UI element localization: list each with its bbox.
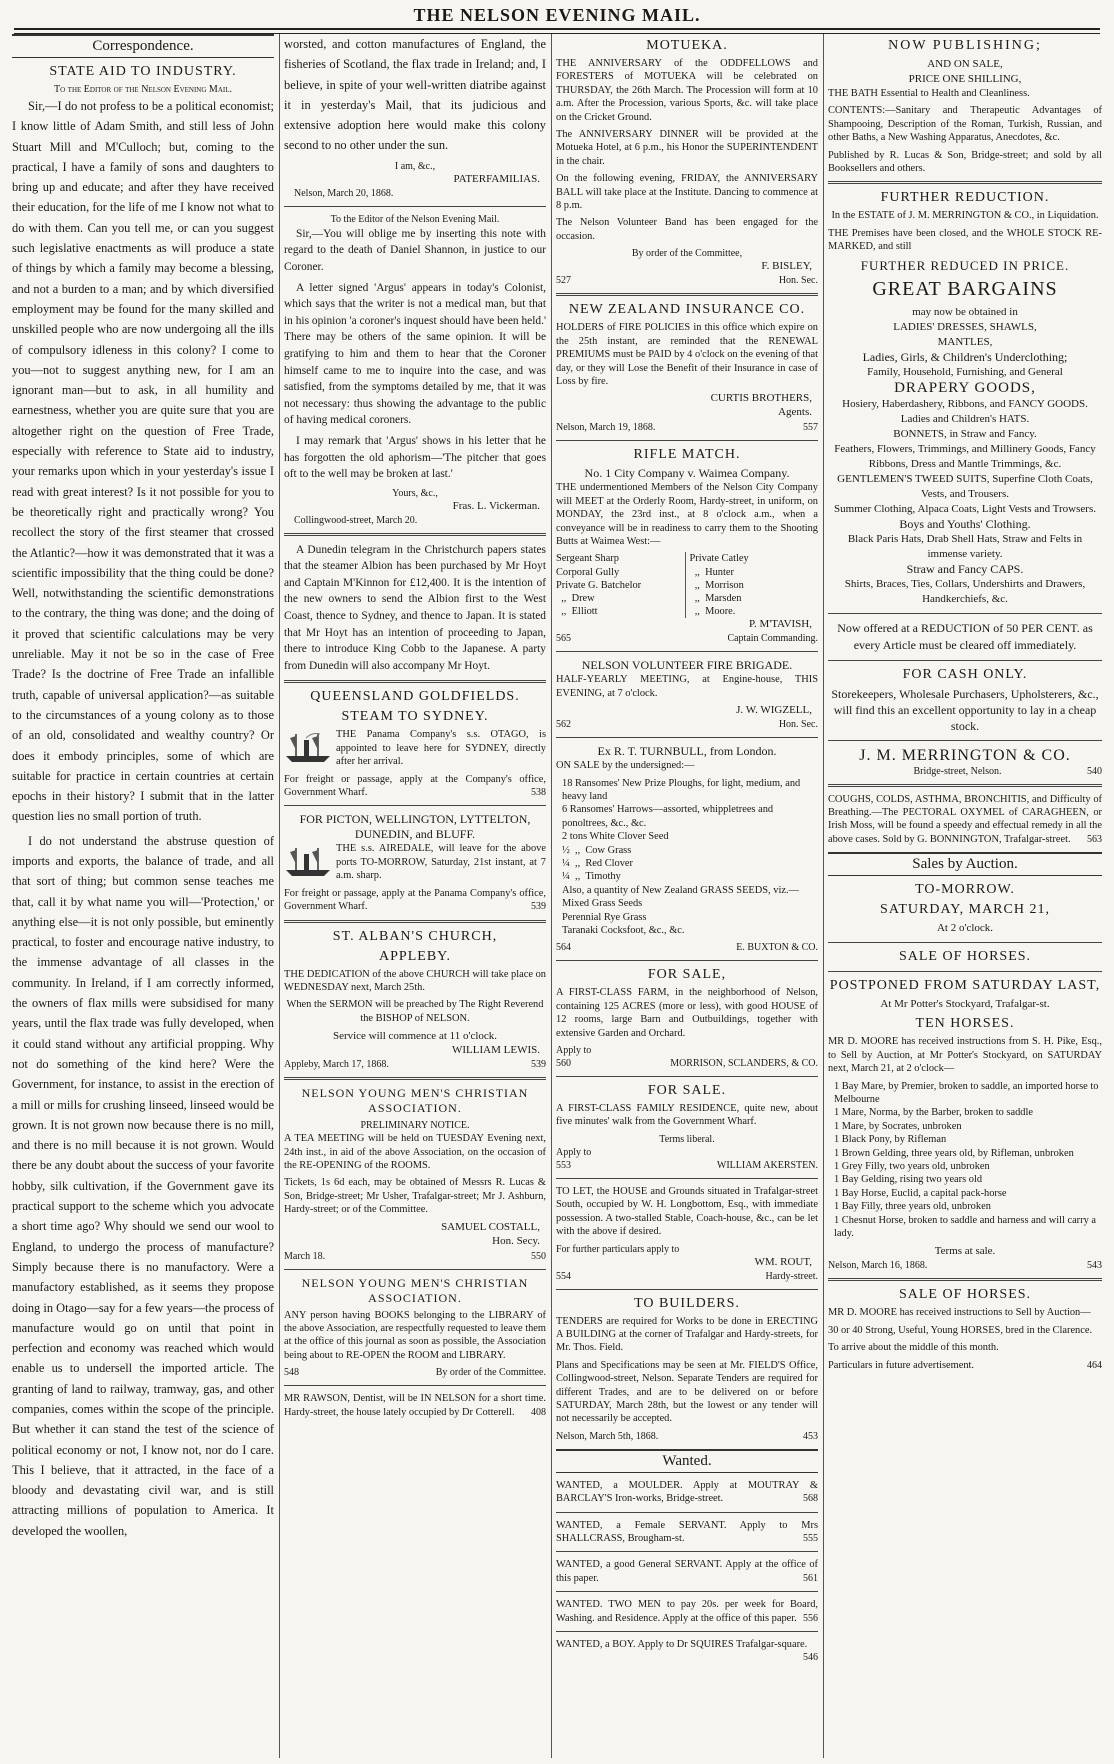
- ad-text: Particulars in future advertisement. 464: [828, 1359, 1102, 1371]
- ad-text: On the following evening, FRIDAY, the ANNIVERSARY BALL will take place at the Institute. Dancing to commence at 8 p.m.: [556, 173, 818, 212]
- signoff: Yours, &c.,: [392, 487, 438, 499]
- ad-text: Apply to: [556, 1045, 592, 1057]
- signature: J. W. WIGZELL,: [736, 704, 812, 717]
- ad-text: For further particulars apply to: [556, 1243, 680, 1255]
- list-item: 1 Mare, Norma, by the Barber, broken to saddle: [834, 1107, 1033, 1119]
- ad-subheading: APPLEBY.: [379, 948, 451, 964]
- signature: SAMUEL COSTALL,: [441, 1220, 540, 1233]
- ad-heading: NELSON YOUNG MEN'S CHRISTIAN ASSOCIATION.: [301, 1275, 529, 1305]
- ad-anniversary: [556, 57, 818, 287]
- divider: [556, 1289, 818, 1290]
- ad-residence: [556, 1102, 818, 1172]
- news-item: A Dunedin telegram in the Christchurch papers states that the steamer Albion has been purchased by Mr Hoyt and Captain M'Kinnon for £12,400. It is the intention of the new owners to send the Albion first to the West Coast, thence to Sydney, and thence to Japan. It is stated that Mr Hoyt has an intention of proceeding to Japan, there to introduce King Cobb to the Japanese. A party from Dunedin will also accompany Mr Hoyt.: [284, 543, 546, 672]
- ad-display-text: GREAT BARGAINS: [872, 277, 1058, 300]
- steamship-icon: [284, 844, 332, 878]
- divider: [828, 660, 1102, 661]
- article-title: STATE AID TO INDUSTRY.: [49, 64, 237, 79]
- divider: [556, 1551, 818, 1552]
- letter-continuation: worsted, and cotton manufactures of England, the fisheries of Scotland, the flax trade in Ireland; and, I believe, in spite of your well-written diatribe against it in yesterday's Mail, that its judicious and extensive adoption here would make this colony second to no other under the sun.: [284, 37, 546, 153]
- ad-text: 30 or 40 Strong, Useful, Young HORSES, bred in the Clarence.: [828, 1324, 1093, 1336]
- ad-text: Terms at sale.: [934, 1245, 996, 1258]
- ad-number: 464: [1087, 1359, 1102, 1371]
- signature: Fras. L. Vickerman.: [452, 499, 540, 512]
- ad-text: Service will commence at 11 o'clock.: [332, 1030, 498, 1043]
- ad-heading: FURTHER REDUCTION.: [880, 190, 1050, 206]
- ad-number: 555: [803, 1532, 818, 1544]
- divider: [556, 960, 818, 961]
- ad-number: 564: [556, 942, 571, 954]
- ad-text: COUGHS, COLDS, ASTHMA, BRONCHITIS, and Difficulty of Breathing.—The PECTORAL OXYMEL of CARAGHEEN, or Irish Moss, will be found a speedy and effectual remedy in all the above cases. Sold by G. BONNINGTON, Trafalgar-street. 563: [828, 793, 1102, 845]
- divider: [556, 293, 818, 296]
- ad-number: 563: [1087, 833, 1102, 845]
- ad-number: 539: [531, 901, 546, 913]
- editor-address: To the Editor of the Nelson Evening Mail.: [330, 213, 500, 225]
- signature-title: Captain Commanding.: [727, 633, 818, 645]
- ad-heading: TO BUILDERS.: [634, 1295, 740, 1311]
- ad-heading: MOTUEKA.: [646, 38, 728, 53]
- ad-text: The Nelson Volunteer Band has been engaged for the occasion.: [556, 217, 818, 242]
- ad-text: Tickets, 1s 6d each, may be obtained of Messrs R. Lucas & Son, Bridge-street; Mr Usher, Trafalgar-street; Mr J. Ashburn, Hardy-street; or of the Committee.: [284, 1177, 546, 1216]
- ad-text: At 2 o'clock.: [936, 922, 994, 935]
- divider: [828, 613, 1102, 614]
- ad-number: 562: [556, 719, 571, 731]
- ad-ploughs: [556, 759, 818, 954]
- ad-text: For freight or passage, apply at the Panama Company's office, Government Wharf. 539: [284, 887, 546, 913]
- signature: WILLIAM LEWIS.: [452, 1044, 540, 1057]
- ad-text: Family, Household, Furnishing, and General: [867, 365, 1063, 378]
- ad-number: 538: [531, 787, 546, 799]
- ad-text: WANTED, a MOULDER. Apply at MOUTRAY & BARCLAY'S Iron-works, Bridge-street. 568: [556, 1479, 818, 1505]
- ad-text: TENDERS are required for Works to be done in ERECTING A BUILDING at the corner of Trafalgar and Hardy-streets, for Mr. Thos. Field.: [556, 1315, 818, 1354]
- ad-number: 561: [803, 1572, 818, 1584]
- list-item: Taranaki Cocksfoot, &c., &c.: [562, 925, 685, 937]
- list-item: 1 Black Pony, by Rifleman: [834, 1134, 947, 1146]
- ad-text: Published by R. Lucas & Son, Bridge-street; and sold by all Booksellers and others.: [828, 149, 1102, 175]
- list-item: 1 Bay Filly, three years old, unbroken: [834, 1201, 991, 1213]
- ad-heading: RIFLE MATCH.: [633, 447, 741, 463]
- ad-heading: SALE OF HORSES.: [898, 1287, 1032, 1303]
- ad-text: CONTENTS:—Sanitary and Therapeutic Advantages of Shampooing, Description of the Roman, Turkish, Russian, and other Baths, a New Washing Apparatus, Anecdotes, &c.: [828, 105, 1102, 144]
- list-item: 1 Bay Horse, Euclid, a capital pack-horse: [834, 1187, 1007, 1199]
- divider: [828, 784, 1102, 787]
- ad-fire-brigade: [556, 673, 818, 731]
- divider: [556, 1076, 818, 1077]
- ad-text: ON SALE by the undersigned:—: [556, 760, 695, 772]
- divider: [284, 1077, 546, 1080]
- ad-number: 550: [531, 1250, 546, 1262]
- ad-text: Plans and Specifications may be seen at Mr. FIELD'S Office, Collingwood-street, Nelson. Separate Tenders are required for different Trades, and are to be delivered on or before SATURDAY, March 28th, but the lowest or any tender will not necessarily be accepted.: [556, 1359, 818, 1425]
- column-rule: [551, 34, 552, 1758]
- ad-text: THE Premises have been closed, and the WHOLE STOCK RE-MARKED, and still: [828, 227, 1102, 253]
- signature: P. M'TAVISH,: [749, 618, 812, 631]
- list-item: Perennial Rye Grass: [562, 911, 647, 923]
- dateline: Nelson, March 16, 1868.: [828, 1260, 928, 1272]
- signature: WILLIAM AKERSTEN.: [716, 1159, 818, 1171]
- dateline: Collingwood-street, March 20.: [294, 514, 418, 526]
- ad-text: By order of the Committee.: [435, 1367, 546, 1379]
- column-rule: [823, 34, 824, 1758]
- ad-text: In the ESTATE of J. M. MERRINGTON & CO., in Liquidation.: [831, 210, 1099, 222]
- ad-heading: TEN HORSES.: [915, 1016, 1015, 1032]
- dateline: Nelson, March 19, 1868.: [556, 422, 656, 434]
- ad-subheading: PRELIMINARY NOTICE.: [360, 1120, 470, 1132]
- ad-heading: FOR SALE.: [647, 1083, 727, 1099]
- dateline: Nelson, March 20, 1868.: [294, 187, 394, 199]
- letter-paragraph: I may remark that 'Argus' shows in his letter that he has forgotten the old aphorism—'The pitcher that goes oft to the well may be broken at last.': [284, 434, 546, 481]
- column-3: [556, 34, 818, 1758]
- ad-heading: NOW PUBLISHING;: [888, 38, 1042, 53]
- item-list: [562, 777, 818, 938]
- list-item: ½ ,, Cow Grass: [562, 844, 632, 856]
- divider: [284, 206, 546, 207]
- signature: MORRISON, SCLANDERS, & CO.: [670, 1058, 818, 1070]
- ad-text: PRICE ONE SHILLING,: [908, 73, 1022, 85]
- list-item: ,, Marsden: [689, 592, 742, 604]
- ad-horse-sale: [828, 1035, 1102, 1272]
- signature: F. BISLEY,: [761, 260, 812, 273]
- section-heading: Wanted.: [556, 1449, 818, 1473]
- ad-number: 568: [803, 1493, 818, 1505]
- list-item: ¼ ,, Red Clover: [562, 858, 633, 870]
- letter-paragraph: Sir,—You will oblige me by inserting this note with regard to the death of Daniel Shannon, in justice to our Coroner.: [284, 227, 546, 273]
- ad-text: GENTLEMEN'S TWEED SUITS, Superfine Cloth Coats, Vests, and Trousers.: [837, 472, 1093, 500]
- list-item: 1 Bay Gelding, rising two years old: [834, 1174, 983, 1186]
- ad-number: 408: [531, 1406, 546, 1418]
- divider: [284, 1269, 546, 1270]
- ad-text: Black Paris Hats, Drab Shell Hats, Straw and Felts in immense variety.: [847, 532, 1083, 560]
- ad-heading: TO-MORROW.: [915, 882, 1015, 898]
- ad-text: HOLDERS of FIRE POLICIES in this office which expire on the 25th instant, are reminded that the RENEWAL PREMIUMS must be PAID by 4 o'clock on the evening of that day, or they will Lose the Benefit of their Insurance in case of Loss by fire.: [556, 322, 818, 387]
- ad-number: 539: [531, 1059, 546, 1071]
- divider: [284, 805, 546, 806]
- ad-text: Straw and Fancy CAPS.: [906, 561, 1024, 576]
- list-item: ,, Morrison: [689, 579, 744, 591]
- signature-title: Agents.: [778, 406, 812, 419]
- list-item: 1 Mare, by Socrates, unbroken: [834, 1120, 962, 1132]
- ad-text: TO LET, the HOUSE and Grounds situated in Trafalgar-street South, occupied by W. H. Longbottom, Esq., with immediate possession. A two-stalled Stable, Coach-house, &c., can be let with the above if desired.: [556, 1185, 818, 1238]
- ad-text: At Mr Potter's Stockyard, Trafalgar-st.: [880, 998, 1050, 1011]
- ad-text: Summer Clothing, Alpaca Coats, Light Vests and Trowsers.: [834, 502, 1096, 515]
- column-4: [828, 34, 1102, 1758]
- list-item: Corporal Gully: [556, 566, 620, 578]
- ad-text: THE DEDICATION of the above CHURCH will take place on WEDNESDAY next, March 25th.: [284, 968, 546, 993]
- ad-dentist: [284, 1392, 546, 1419]
- ad-text: By order of the Committee,: [631, 248, 743, 260]
- ad-text: THE BATH Essential to Health and Cleanliness.: [828, 88, 1030, 99]
- ad-text: ANY person having BOOKS belonging to the LIBRARY of the above Association, are respectfully requested to leave them at the office of this journal as soon as possible, the Association being about to RE-OPEN the ROOM and LIBRARY.: [284, 1309, 546, 1361]
- ad-text: THE undermentioned Members of the Nelson City Company will MEET at the Orderly Room, Hardy-street, in uniform, on MONDAY, the 23rd inst., at 8 o'clock a.m., when a conveyance will be in readiness to carry them to the Shooting Butts at Waimea West:—: [556, 482, 818, 547]
- signature: PATERFAMILIAS.: [453, 172, 540, 185]
- list-item: Mixed Grass Seeds: [562, 898, 643, 910]
- list-item: ,, Drew: [556, 592, 595, 604]
- signature: WM. ROUT,: [754, 1255, 812, 1268]
- divider: [828, 1278, 1102, 1281]
- list-item: ,, Hunter: [689, 566, 734, 578]
- ad-number: 548: [284, 1367, 299, 1379]
- ad-text: THE Panama Company's s.s. OTAGO, is appointed to leave here for SYDNEY, directly after her arrival.: [336, 729, 546, 768]
- divider: [284, 1385, 546, 1386]
- ad-heading: NEW ZEALAND INSURANCE CO.: [568, 302, 806, 318]
- dateline: March 18.: [284, 1250, 326, 1262]
- column-2: [284, 34, 546, 1758]
- divider: [828, 740, 1102, 741]
- list-item: Private Catley: [689, 553, 749, 565]
- ad-heading: NELSON YOUNG MEN'S CHRISTIAN ASSOCIATION.: [301, 1086, 529, 1116]
- signature: CURTIS BROTHERS,: [710, 392, 812, 405]
- ad-text: A TEA MEETING will be held on TUESDAY Evening next, 24th inst., in aid of the above Association, on the occasion of the RE-OPENING of the ROOMS.: [284, 1133, 546, 1171]
- dateline: Appleby, March 17, 1868.: [284, 1059, 389, 1071]
- ad-text: WANTED, a Female SERVANT. Apply to Mrs SHALLCRASS, Brougham-st. 555: [556, 1519, 818, 1544]
- ad-text: HALF-YEARLY MEETING, at Engine-house, THIS EVENING, at 7 o'clock.: [556, 674, 818, 699]
- ad-text: Feathers, Flowers, Trimmings, and Millinery Goods, Fancy Ribbons, Dress and Mantle Trimmings, &c.: [834, 442, 1096, 470]
- divider: [284, 920, 546, 923]
- divider: [828, 181, 1102, 184]
- ad-text: Now offered at a REDUCTION of 50 PER CENT. as every Article must be cleared off immediately.: [837, 620, 1093, 652]
- ad-library: [284, 1309, 546, 1380]
- ad-number: 557: [803, 422, 818, 434]
- ad-text: MR RAWSON, Dentist, will be IN NELSON for a short time. Hardy-street, the house lately occupied by Dr Cotterell. 408: [284, 1393, 546, 1418]
- ad-text: A FIRST-CLASS FAMILY RESIDENCE, quite new, about five minutes' walk from the Government Wharf.: [556, 1103, 818, 1128]
- letter-paragraph: I do not understand the abstruse question of imports and exports, the balance of trade, and all that sort of thing; but common sense teaches me that, call it by what name you will—'Protection,' or anything else—it is not only possible, but eminently practical, to foster and encourage native industry, to the immense advantage of all classes in the community. In Ireland, if I am correctly informed, the owners of flax mills were subsidised for many years, until the flax trade was fully developed, when it could stand without any artificial propping. Why not do something of the kind here? Were the Government, for instance, to assist in the erection of a mill or mills for crushing linseed, linseed would be grown. It is not grown now because there is no mill, and there is no mill because it is not grown. Would there be any doubt about the success of your favorite hobby, silk cultivation, if the Government gave its practical support to the scheme which you advocate a short time ago? Why should we send our wool to England, to undergo the process of manufacture? Simply because there is no manufactory. Were a manufactory established, as it seems they propose doing in Otago—say for a few years—the process of manufacture would go on until that point in perfection and economy was reached which would enable us to undersell the imported article. The granting of land to railway, tramway, gas, and other companies, comes within the scope of the principle. But whether it can stand the test of the science of political economy or not, I know not, nor do I care. This I believe, that it attracted, in the face of a bloody and devastating civil war, and is still attracting millions of population to America. It developed the woollen,: [12, 833, 274, 1538]
- ad-display-text: J. M. MERRINGTON & CO.: [859, 746, 1071, 764]
- list-item: 1 Bay Mare, by Premier, broken to saddle, an imported horse to Melbourne: [834, 1080, 1099, 1105]
- divider: [556, 1591, 818, 1592]
- ad-text: Hosiery, Haberdashery, Ribbons, and FANCY GOODS.: [842, 397, 1088, 410]
- ad-tenders: [556, 1315, 818, 1443]
- ad-rifle-match: [556, 481, 818, 645]
- ad-text: Ladies and Children's HATS.: [900, 412, 1030, 425]
- ad-text: Apply to: [556, 1146, 592, 1158]
- divider: [828, 942, 1102, 943]
- ad-heading: FOR PICTON, WELLINGTON, LYTTELTON, DUNEDIN, and BLUFF.: [299, 812, 531, 842]
- ad-tea-meeting: [284, 1132, 546, 1262]
- ad-text: Boys and Youths' Clothing.: [899, 516, 1031, 531]
- section-heading: Correspondence.: [12, 34, 274, 58]
- dateline: Nelson, March 5th, 1868.: [556, 1430, 659, 1442]
- ad-text: LADIES' DRESSES, SHAWLS,: [893, 320, 1037, 333]
- list-item: 1 Grey Filly, two years old, unbroken: [834, 1160, 990, 1172]
- section-heading: Sales by Auction.: [828, 852, 1102, 876]
- divider: [556, 651, 818, 652]
- ad-text: THE ANNIVERSARY of the ODDFELLOWS and FORESTERS of MOTUEKA will be celebrated on THURSDAY, the 26th March. The Procession will form at 10 a.m. After the Procession, various Sports, &c. will take place on the Cricket Ground.: [556, 58, 818, 123]
- ad-text: AND ON SALE,: [927, 58, 1003, 70]
- ad-text: BONNETS, in Straw and Fancy.: [893, 427, 1037, 440]
- divider: [556, 1178, 818, 1179]
- ad-heading: QUEENSLAND GOLDFIELDS.: [310, 689, 520, 705]
- ad-text: MANTLES,: [937, 335, 993, 348]
- ad-text: FURTHER REDUCED IN PRICE.: [860, 257, 1070, 273]
- ad-number: 554: [556, 1270, 571, 1282]
- divider: [284, 680, 546, 683]
- ad-text: A FIRST-CLASS FARM, in the neighborhood of Nelson, containing 125 ACRES (more or less), with good HOUSE of 12 rooms, large Barn and Outbuildings, together with extensive Garden and Orchard.: [556, 987, 818, 1039]
- steamship-icon: [284, 730, 332, 764]
- ad-bath: [828, 87, 1102, 175]
- ad-number: 546: [803, 1652, 818, 1664]
- editor-address: To the Editor of the Nelson Evening Mail.: [54, 84, 232, 95]
- ad-church: [284, 968, 546, 1072]
- ad-text: Ladies, Girls, & Children's Underclothing;: [862, 349, 1068, 364]
- list-item: ,, Elliott: [556, 606, 598, 618]
- signature-title: Hon. Secy.: [492, 1234, 540, 1247]
- list-item: 6 Ransomes' Harrows—assorted, whippletrees and ponoltrees, &c., &c.: [562, 804, 774, 829]
- ad-text: Terms liberal.: [659, 1133, 715, 1145]
- ad-airedale: [284, 842, 546, 913]
- list-item: 1 Brown Gelding, three years old, by Rifleman, unbroken: [834, 1147, 1074, 1159]
- ad-text: Storekeepers, Wholesale Purchasers, Upholsterers, &c., will find this an excellent opportunity to lay in a cheap stock.: [831, 686, 1099, 733]
- list-item: ¼ ,, Timothy: [562, 871, 621, 883]
- column-rule: [279, 34, 280, 1758]
- ad-number: 553: [556, 1159, 571, 1171]
- masthead: THE NELSON EVENING MAIL.: [413, 5, 701, 25]
- ad-otago: [284, 728, 546, 799]
- divider: [828, 971, 1102, 972]
- divider: [556, 1512, 818, 1513]
- signature-title: Hon. Sec.: [778, 275, 818, 287]
- ad-subheading: SATURDAY, MARCH 21,: [880, 902, 1050, 918]
- ad-subheading: STEAM TO SYDNEY.: [341, 709, 489, 725]
- ad-subheading: No. 1 City Company v. Waimea Company.: [584, 466, 790, 481]
- ad-text: The ANNIVERSARY DINNER will be provided at the Motueka Hotel, at 6 p.m., his Honor the SUPERINTENDENT in the chair.: [556, 129, 818, 167]
- ad-heading: NELSON VOLUNTEER FIRE BRIGADE.: [581, 658, 793, 673]
- ad-text: Bridge-street, Nelson.: [913, 765, 1002, 777]
- ad-text: When the SERMON will be preached by The Right Reverend the BISHOP of NELSON.: [286, 999, 544, 1024]
- ad-text: For freight or passage, apply at the Company's office, Government Wharf. 538: [284, 773, 546, 799]
- ad-text: WANTED, a BOY. Apply to Dr SQUIRES Trafalgar-square. 546: [556, 1639, 818, 1664]
- ad-wanted: [556, 1479, 818, 1664]
- list-item: Sergeant Sharp: [556, 553, 620, 565]
- letter-paragraph: A letter signed 'Argus' appears in today's Colonist, which says that the writer is not a medical man, but that in his opinion 'a coroner's inquest should have been held.' There may be others of the same opinion. It will be gratifying to him and them to hear that the Coroner himself came to me to inquire into the case, and was satisfied, from the symptoms detailed by me, that it was not necessary: thus showing the advantage to the public of having medical coroners.: [284, 281, 546, 427]
- ad-coughs: [828, 793, 1102, 847]
- signature: E. BUXTON & CO.: [736, 942, 818, 954]
- signoff: I am, &c.,: [394, 160, 436, 172]
- ad-text: Hardy-street.: [765, 1270, 818, 1282]
- ad-text: Shirts, Braces, Ties, Collars, Undershirts and Drawers, Handkerchiefs, &c.: [844, 577, 1086, 605]
- item-list: [834, 1080, 1102, 1241]
- ad-heading: Ex R. T. TURNBULL, from London.: [597, 744, 777, 759]
- list-item: 18 Ransomes' New Prize Ploughs, for light, medium, and heavy land: [562, 777, 801, 802]
- list-item: 1 Chesnut Horse, broken to saddle and harness and will carry a lady.: [834, 1214, 1097, 1239]
- ad-heading: POSTPONED FROM SATURDAY LAST,: [829, 978, 1101, 994]
- ad-number: 540: [1087, 765, 1102, 777]
- ad-text: MR D. MOORE has received instructions from S. H. Pike, Esq., to Sell by Auction, at Mr Potter's Stockyard, on SATURDAY next, March 21, at 2 o'clock—: [828, 1036, 1102, 1075]
- ad-text: may now be obtained in: [912, 305, 1018, 318]
- list-item: ,, Moore.: [689, 606, 736, 618]
- divider: [556, 1631, 818, 1632]
- ad-display-text: DRAPERY GOODS,: [894, 379, 1036, 396]
- ad-heading: ST. ALBAN'S CHURCH,: [332, 928, 498, 944]
- column-1: [12, 34, 274, 1758]
- ad-horse-sale-2: [828, 1306, 1102, 1372]
- divider: [284, 533, 546, 536]
- ad-number: 453: [803, 1430, 818, 1442]
- ad-heading: SALE OF HORSES.: [898, 949, 1032, 965]
- ad-number: 560: [556, 1058, 571, 1070]
- list-item: Also, a quantity of New Zealand GRASS SEEDS, viz.—: [562, 884, 799, 896]
- list-item: 2 tons White Clover Seed: [562, 831, 669, 843]
- divider: [556, 737, 818, 738]
- ad-farm: [556, 986, 818, 1070]
- ad-number: 543: [1087, 1260, 1102, 1272]
- member-list: [556, 552, 818, 618]
- ad-heading: FOR SALE,: [647, 967, 727, 983]
- ad-number: 527: [556, 275, 571, 287]
- ad-number: 556: [803, 1612, 818, 1624]
- ad-text: WANTED. TWO MEN to pay 20s. per week for Board, Washing. and Residence. Apply at the office of this paper. 556: [556, 1599, 818, 1624]
- ad-to-let: [556, 1185, 818, 1283]
- ad-heading: FOR CASH ONLY.: [902, 666, 1028, 682]
- ad-insurance: [556, 321, 818, 434]
- ad-text: THE s.s. AIREDALE, will leave for the above ports TO-MORROW, Saturday, 21st instant, at 7 a.m. sharp.: [336, 843, 546, 882]
- ad-merrington: [828, 209, 1102, 777]
- ad-number: 565: [556, 633, 571, 645]
- ad-text: WANTED, a good General SERVANT. Apply at the office of this paper. 561: [556, 1559, 818, 1584]
- ad-text: To arrive about the middle of this month.: [828, 1342, 999, 1354]
- letter-paragraph: Sir,—I do not profess to be a political economist; I know little of Adam Smith, and still less of John Stuart Mill and M'Culloch; but, coming to the practical, I have a family of sons and daughters to bring up and educate; and after they have received their education, for the life of me I know not what to do with them. Can you tell me, or can you suggest such legislative enactments as will produce a state of things by which a family may become a blessing, and not a burden to a man; and by which diversified employment may be found for the many skilled and unskilled people who are now undergoing all the ills of compulsory idleness in this colony? I come to you—not to suggest anything new, for I am an ignorant man—but to ask, in all humility and earnestness, whether you are quite sure that you are altogether right on the question of Free Trade, especially with reference to State aid to industry, your remarks upon which in your yesterday's issue I read with great interest? Is it not possible for you to be theoretically right and practically wrong? You recollect the story of the first steamer that crossed the Atlantic?—how it was demonstrated that it was a scientific impossibility that the thing could be done? Well, notwithstanding the scientific demonstrations to the contrary, the thing was done; and the doing of it proved that scientific calculations may be very unreliable. May it not be so in the case of Free Trade? Is the doctrine of Free Trade an infallible truth, capable of universal application?—as suitable to the circumstances of a young colony as to those of an old, consolidated and wealthy country? Or does it embody principles, some of which are suitable for practice in certain countries at certain epochs in their history? I submit that in the latter question lies no small portion of truth.: [12, 99, 274, 824]
- signature-title: Hon. Sec.: [778, 719, 818, 731]
- ad-text: MR D. MOORE has received instructions to Sell by Auction—: [828, 1307, 1091, 1319]
- list-item: Private G. Batchelor: [556, 579, 642, 591]
- divider: [556, 440, 818, 441]
